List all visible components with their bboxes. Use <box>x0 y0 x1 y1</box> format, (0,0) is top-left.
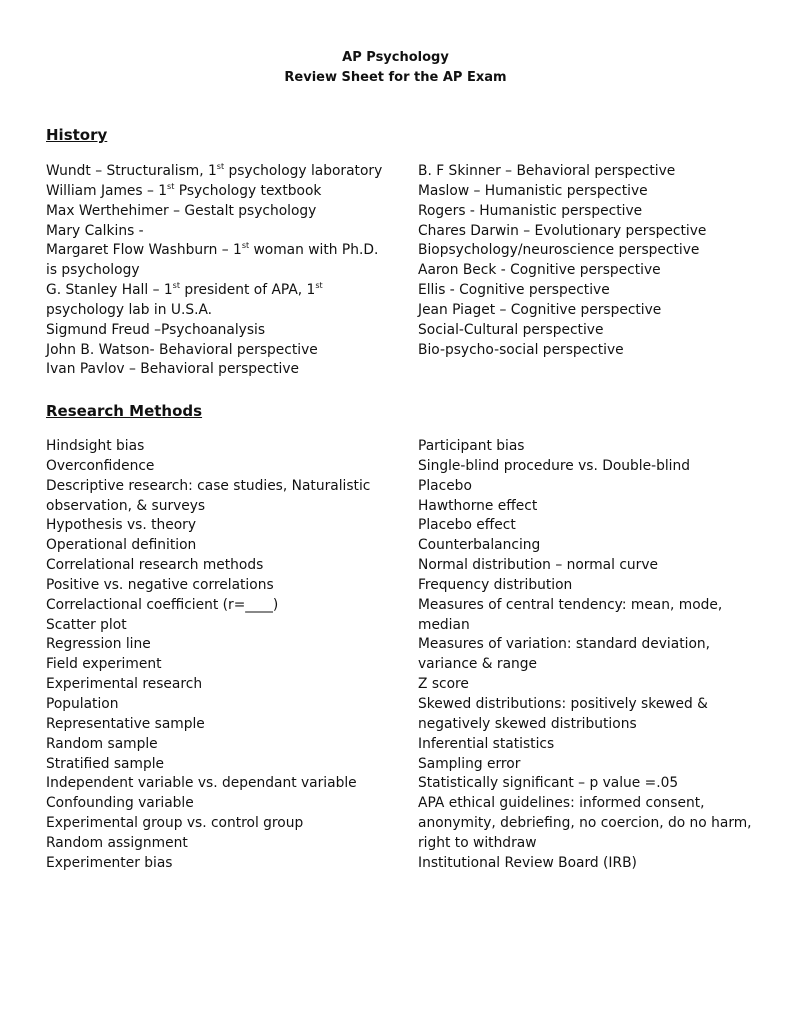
list-item-text: woman with Ph.D. <box>249 242 379 259</box>
research-list-item: Experimental group vs. control group <box>46 815 304 832</box>
research-list-item: variance & range <box>418 656 538 673</box>
history-heading: History <box>46 126 108 144</box>
list-item-text: Ivan Pavlov – Behavioral perspective <box>46 361 300 378</box>
history-list-item <box>46 360 382 380</box>
list-item-text: psychology lab in U.S.A. <box>46 301 213 318</box>
research-list-item: Confounding variable <box>46 795 194 812</box>
list-item-text: Sigmund Freud –Psychoanalysis <box>46 321 266 338</box>
history-right-list <box>418 162 706 360</box>
list-item-text: William James – 1 <box>46 182 168 199</box>
list-item-text: Max Werthehimer – Gestalt psychology <box>46 202 317 219</box>
research-list-item: Field experiment <box>46 656 162 673</box>
list-item-text: president of APA, 1 <box>179 282 316 299</box>
ordinal-suffix: st <box>167 181 175 191</box>
research-list-item: Independent variable vs. dependant variable <box>46 775 357 792</box>
list-item-text: Mary Calkins - <box>46 222 144 239</box>
history-list-item: Rogers - Humanistic perspective <box>418 202 643 219</box>
research-list-item: Statistically significant – p value =.05 <box>418 775 679 792</box>
research-list-item: Frequency distribution <box>418 576 573 593</box>
list-item-text: Wundt – Structuralism, 1 <box>46 163 217 179</box>
research-list-item: Descriptive research: case studies, Naturalistic <box>46 477 371 494</box>
history-list-item: Maslow – Humanistic perspective <box>418 182 648 199</box>
history-list-item <box>46 222 382 242</box>
history-list-item: Jean Piaget – Cognitive perspective <box>418 301 662 318</box>
history-list-item <box>46 261 382 281</box>
research-list-item: Population <box>46 695 119 712</box>
history-list-item: Biopsychology/neuroscience perspective <box>418 242 700 259</box>
history-list-item: Aaron Beck - Cognitive perspective <box>418 262 661 279</box>
research-list-item: Normal distribution – normal curve <box>418 557 658 574</box>
research-list-item: Experimenter bias <box>46 854 173 871</box>
research-list-item: Positive vs. negative correlations <box>46 576 274 593</box>
history-list-item <box>46 301 382 321</box>
document-title: AP Psychology <box>342 50 449 65</box>
research-list-item: Stratified sample <box>46 755 165 772</box>
research-list-item: observation, & surveys <box>46 497 206 514</box>
research-list-item: Skewed distributions: positively skewed & <box>418 695 708 712</box>
history-list-item: B. F Skinner – Behavioral perspective <box>418 163 676 179</box>
research-list-item: Placebo effect <box>418 517 516 534</box>
research-list-item: Measures of central tendency: mean, mode, <box>418 596 723 613</box>
list-item-text: G. Stanley Hall – 1 <box>46 282 173 299</box>
ordinal-suffix: st <box>216 162 225 171</box>
research-list-item: Sampling error <box>418 755 521 772</box>
research-methods-heading: Research Methods <box>46 402 203 420</box>
history-list-item <box>46 182 382 202</box>
history-list-item <box>46 241 382 261</box>
research-list-item: Representative sample <box>46 715 205 732</box>
research-list-item: negatively skewed distributions <box>418 715 637 732</box>
research-list-item: Experimental research <box>46 676 203 693</box>
research-list-item: APA ethical guidelines: informed consent, <box>418 795 705 812</box>
research-list-item: Single-blind procedure vs. Double-blind <box>418 457 691 474</box>
research-list-item: Operational definition <box>46 537 197 554</box>
list-item-text: is psychology <box>46 262 140 279</box>
research-list-item: Hawthorne effect <box>418 497 538 514</box>
research-list-item: Measures of variation: standard deviation, <box>418 636 711 653</box>
ordinal-suffix: st <box>241 241 250 251</box>
history-list-item <box>46 341 382 361</box>
research-list-item: Scatter plot <box>46 616 127 633</box>
list-item-text: John B. Watson- Behavioral perspective <box>46 341 318 358</box>
research-list-item: Random sample <box>46 735 158 752</box>
research-list-item: median <box>418 616 470 633</box>
history-list-item <box>46 162 382 182</box>
history-left-list <box>46 162 382 380</box>
list-item-text: Psychology textbook <box>174 182 322 199</box>
research-list-item: Institutional Review Board (IRB) <box>418 854 637 871</box>
list-item-text: Margaret Flow Washburn – 1 <box>46 242 242 259</box>
history-list-item: Chares Darwin – Evolutionary perspective <box>418 222 707 239</box>
research-list-item: Correlational research methods <box>46 557 264 574</box>
history-list-item <box>46 202 382 222</box>
history-list-item <box>46 321 382 341</box>
research-list-item: Counterbalancing <box>418 537 541 554</box>
ordinal-suffix: st <box>315 281 323 291</box>
history-list-item: Social-Cultural perspective <box>418 321 604 338</box>
research-list-item: Z score <box>418 676 469 693</box>
research-list-item: right to withdraw <box>418 834 537 851</box>
history-list-item: Ellis - Cognitive perspective <box>418 282 610 299</box>
history-list-item: Bio-psycho-social perspective <box>418 341 624 358</box>
research-list-item: Hindsight bias <box>46 438 145 454</box>
research-list-item: Regression line <box>46 636 151 653</box>
history-list-item <box>46 281 382 301</box>
list-item-text: psychology laboratory <box>224 163 383 179</box>
research-right-list <box>418 437 752 874</box>
research-list-item: Placebo <box>418 477 472 494</box>
document-subtitle: Review Sheet for the AP Exam <box>284 70 507 85</box>
research-list-item: Random assignment <box>46 834 188 851</box>
research-list-item: Hypothesis vs. theory <box>46 517 197 534</box>
research-left-list <box>46 437 370 874</box>
research-list-item: Inferential statistics <box>418 735 555 752</box>
research-list-item: Correlactional coefficient (r=____) <box>46 596 279 613</box>
ordinal-suffix: st <box>172 281 180 291</box>
research-list-item: Participant bias <box>418 438 525 454</box>
research-list-item: anonymity, debriefing, no coercion, do no harm, <box>418 815 752 832</box>
research-list-item: Overconfidence <box>46 457 155 474</box>
